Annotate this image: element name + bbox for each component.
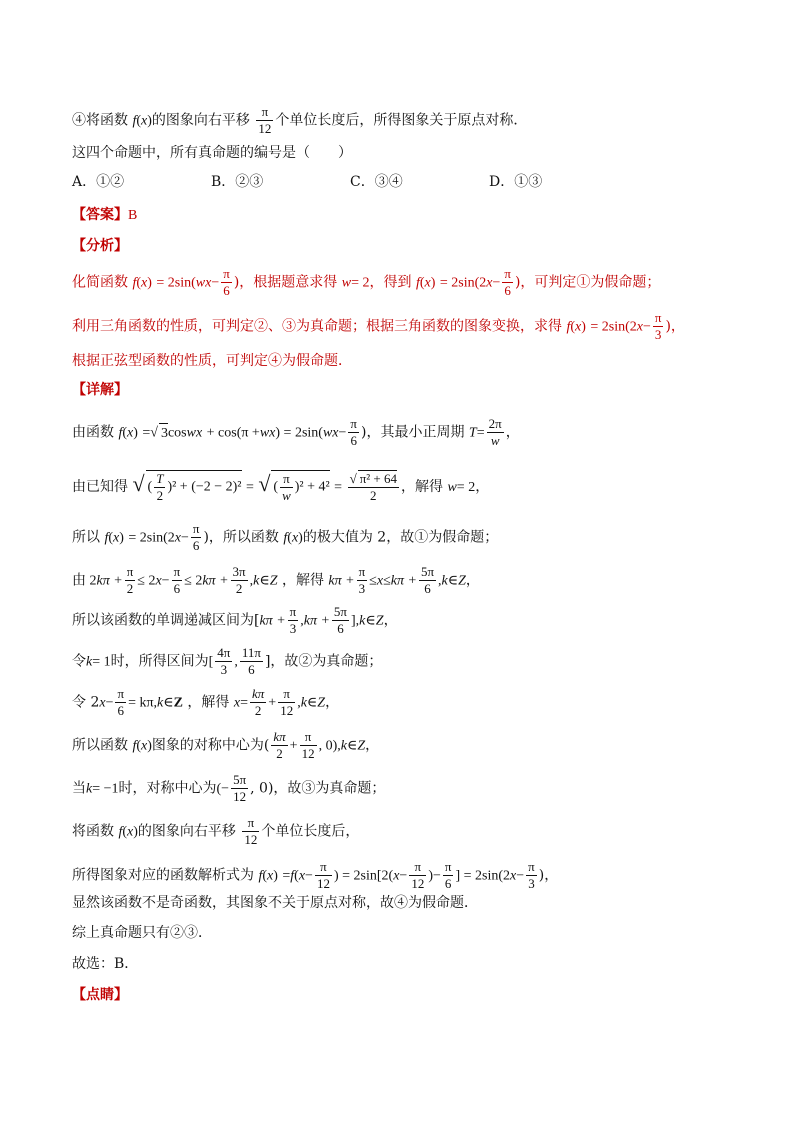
detail-line-1: 由函数 f(x) =√ 3coswx + cos(π +wx) = 2sin(wx− $\frac{\pi}{6}$ )，其最小正周期 T= $\frac{2\pi}{w}$ ，: [72, 416, 520, 448]
answer-line: [72, 205, 137, 226]
circled-number: ④: [72, 112, 86, 129]
option-c: C．③④: [350, 174, 403, 190]
detail-line-10: 将函数 f(x)的图象向右平移 $\frac{\pi}{12}$ 个单位长度后，: [72, 815, 360, 847]
analysis-line-2: 利用三角函数的性质，可判定②、③为真命题；根据三角函数的图象变换，求得 f(x) = 2sin(2x− $\frac{\pi}{3}$ )，: [72, 310, 685, 342]
comment-label: 【点睛】: [72, 987, 128, 1003]
proposition-4: ④将函数 f(x)的图象向右平移 $\frac{\pi}{12}$ 个单位长度后，所得图象关于原点对称．: [72, 104, 528, 136]
question-stem: 这四个命题中，所有真命题的编号是（ ）: [72, 145, 352, 161]
analysis-label: 【分析】: [72, 238, 128, 254]
analysis-line-1: 化简函数 f(x) = 2sin(wx− $\frac{\pi}{6}$ )，根据题意求得 w= 2，得到 f(x) = 2sin(2x− $\frac{\pi}{6}$ )，可判定①为假命题；: [72, 266, 661, 298]
fraction-pi-12: $\frac{\pi}{12}$: [258, 104, 272, 136]
detail-line-9: 当k= −1时，对称中心为(− $\frac{5\pi}{12}$ , 0)，故③为真命题；: [72, 772, 386, 804]
answer-value: B: [128, 208, 138, 223]
analysis-line-3: 根据正弦型函数的性质，可判定④为假命题．: [72, 353, 352, 369]
options-row: [72, 172, 542, 192]
detail-line-11: 所得图象对应的函数解析式为 f(x) =f(x− $\frac{\pi}{12}$ ) = 2sin[2(x− $\frac{\pi}{12}$ )− $\frac{\pi}{6}$ ] = 2sin(2x− $\frac{\pi}{3}$ )，: [72, 859, 559, 891]
option-a: A．①②: [72, 174, 125, 190]
detail-line-12: 显然该函数不是奇函数，其图象不关于原点对称，故④为假命题．: [72, 895, 478, 911]
detail-line-7: 令 2x− $\frac{\pi}{6}$ = kπ,k∈Z ，解得 x= $\frac{k\pi}{2}$ + $\frac{\pi}{12}$ ,k∈Z，: [72, 686, 340, 718]
detail-label: 【详解】: [72, 382, 128, 398]
detail-line-2: 由已知得 √ ( $\frac{T}{2}$ )² + (−2 − 2)² = √ ( $\frac{\pi}{w}$ )² + 4² = $\frac{\text{√ π² + 64}}{2}$ ，解得 w= 2，: [72, 471, 490, 504]
detail-line-6: 令k= 1时，所得区间为[ $\frac{4\pi}{3}$ , $\frac{11\pi}{6}$ ]，故②为真命题；: [72, 645, 383, 677]
detail-line-8: 所以函数 f(x)图象的对称中心为( $\frac{k\pi}{2}$ + $\frac{\pi}{12}$ , 0),k∈Z，: [72, 729, 380, 761]
detail-line-3: 所以 f(x) = 2sin(2x− $\frac{\pi}{6}$ )，所以函数 f(x)的极大值为 2，故①为假命题；: [72, 521, 499, 553]
detail-line-14: 故选：B．: [72, 956, 139, 972]
option-b: B．②③: [211, 174, 264, 190]
detail-line-4: 由 2kπ + $\frac{\pi}{2}$ ≤ 2x− $\frac{\pi}{6}$ ≤ 2kπ + $\frac{3\pi}{2}$ ,k∈Z ，解得 kπ + $\frac{\pi}{3}$ ≤x≤kπ + $\frac{5\pi}{6}$ ,k∈Z，: [72, 564, 480, 596]
detail-line-13: 综上真命题只有②③．: [72, 925, 212, 941]
detail-line-5: 所以该函数的单调递减区间为[kπ + $\frac{\pi}{3}$ ,kπ + $\frac{5\pi}{6}$ ],k∈Z，: [72, 604, 398, 636]
answer-label: 【答案】: [72, 207, 128, 223]
option-d: D．①③: [489, 174, 543, 190]
